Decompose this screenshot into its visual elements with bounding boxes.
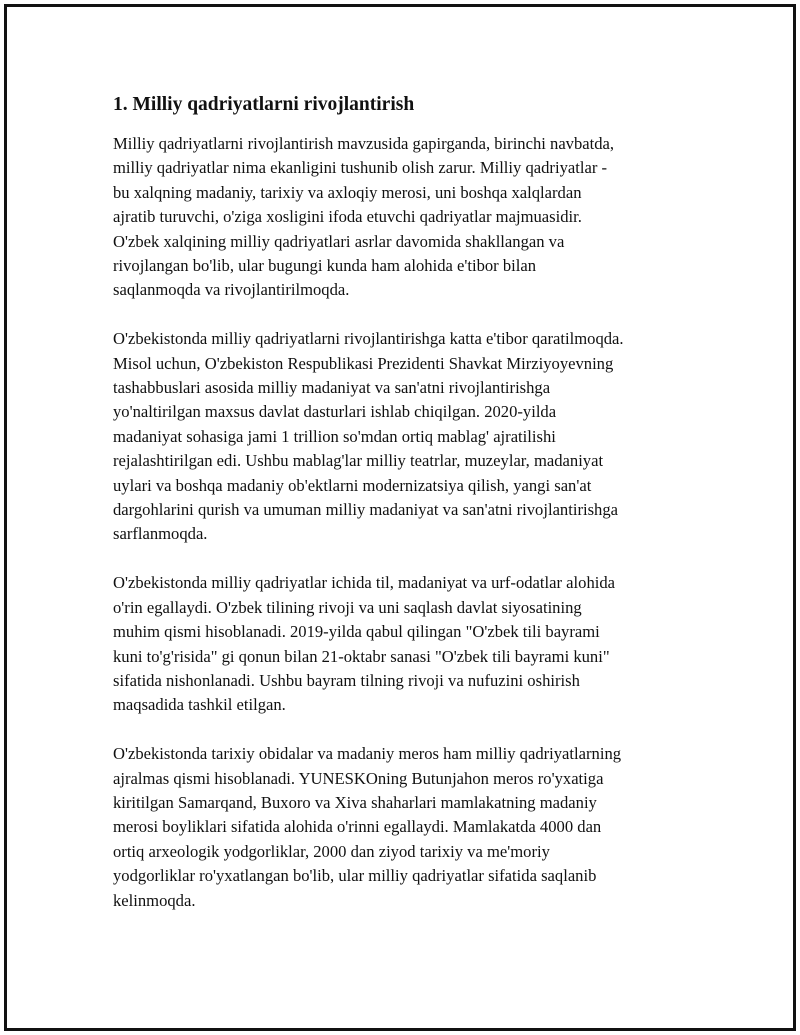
text-line: dargohlarini qurish va umuman milliy madaniyat va san'atni rivojlantirishga [113,500,618,520]
text-line: uylari va boshqa madaniy ob'ektlarni modernizatsiya qilish, yangi san'at [113,475,592,495]
text-line: saqlanmoqda va rivojlantirilmoqda. [113,280,350,300]
text-line: kelinmoqda. [113,890,196,910]
text-line: O'zbek xalqining milliy qadriyatlari asrlar davomida shakllangan va [113,231,565,251]
text-line: maqsadida tashkil etilgan. [113,695,286,715]
document-body [113,92,703,937]
text-line: madaniyat sohasiga jami 1 trillion so'mdan ortiq mablag' ajratilishi [113,426,556,446]
text-line: Misol uchun, O'zbekiston Respublikasi Prezidenti Shavkat Mirziyoyevning [113,353,614,373]
section-heading: 1. Milliy qadriyatlarni rivojlantirish [113,94,415,115]
text-line: O'zbekistonda milliy qadriyatlarni rivojlantirishga katta e'tibor qaratilmoqda. [113,329,624,349]
text-line: ortiq arxeologik yodgorliklar, 2000 dan ziyod tarixiy va me'moriy [113,841,550,861]
text-line: rivojlangan bo'lib, ular bugungi kunda ham alohida e'tibor bilan [113,256,537,276]
paragraph-3 [113,571,703,717]
text-line: muhim qismi hisoblanadi. 2019-yilda qabul qilingan "O'zbek tili bayrami [113,622,600,642]
text-line: rejalashtirilgan edi. Ushbu mablag'lar milliy teatrlar, muzeylar, madaniyat [113,451,604,471]
text-line: O'zbekistonda tarixiy obidalar va madaniy meros ham milliy qadriyatlarning [113,744,622,764]
text-line: tashabbuslari asosida milliy madaniyat va san'atni rivojlantirishga [113,378,551,398]
text-line: yodgorliklar ro'yxatlangan bo'lib, ular milliy qadriyatlar sifatida saqlanib [113,866,597,886]
paragraph-1 [113,132,703,303]
paragraph-4 [113,742,703,913]
text-line: sifatida nishonlanadi. Ushbu bayram tilning rivoji va nufuzini oshirish [113,670,580,690]
text-line: o'rin egallaydi. O'zbek tilining rivoji va uni saqlash davlat siyosatining [113,597,582,617]
text-line: O'zbekistonda milliy qadriyatlar ichida til, madaniyat va urf-odatlar alohida [113,573,616,593]
text-line: Milliy qadriyatlarni rivojlantirish mavzusida gapirganda, birinchi navbatda, [113,134,615,153]
text-line: milliy qadriyatlar nima ekanligini tushunib olish zarur. Milliy qadriyatlar - [113,158,608,178]
text-line: sarflanmoqda. [113,524,208,544]
text-line: bu xalqning madaniy, tarixiy va axloqiy merosi, uni boshqa xalqlardan [113,182,582,202]
text-line: ajralmas qismi hisoblanadi. YUNESKOning Butunjahon meros ro'yxatiga [113,768,604,788]
text-line: merosi boyliklari sifatida alohida o'rinni egallaydi. Mamlakatda 4000 dan [113,817,602,837]
text-line: yo'naltirilgan maxsus davlat dasturlari ishlab chiqilgan. 2020-yilda [113,402,557,422]
paragraph-2 [113,327,703,547]
text-line: ajratib turuvchi, o'ziga xosligini ifoda etuvchi qadriyatlar majmuasidir. [113,207,582,227]
text-line: kiritilgan Samarqand, Buxoro va Xiva shaharlari mamlakatning madaniy [113,792,597,812]
text-line: kuni to'g'risida" gi qonun bilan 21-oktabr sanasi "O'zbek tili bayrami kuni" [113,646,610,666]
